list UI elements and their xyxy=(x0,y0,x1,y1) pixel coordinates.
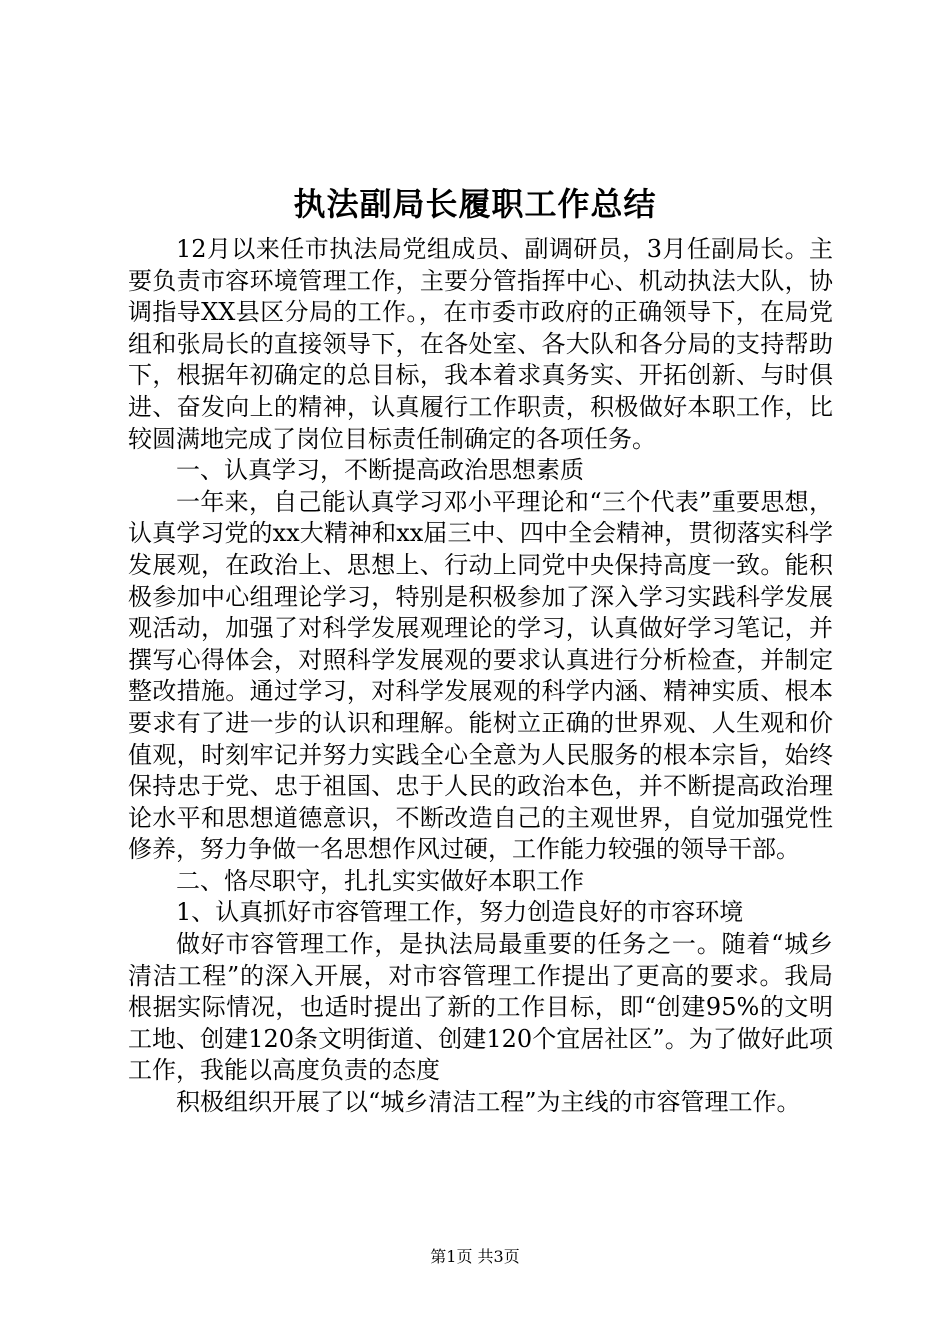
document-title: 执法副局长履职工作总结 xyxy=(293,185,657,223)
subsection-heading-1: 1、认真抓好市容管理工作，努力创造良好的市容环境 xyxy=(176,898,744,927)
paragraph-city-management: 做好市容管理工作，是执法局最重要的任务之一。随着“城乡清洁工程”的深入开展，对市容管理工作提出了更高的要求。我局根据实际情况，也适时提出了新的工作目标，即“创建95%的文明工地、创建120条文明街道、创建120个宜居社区”。为了做好此项工作，我能以高度负责的态度 xyxy=(128,930,833,1085)
section-heading-2: 二、恪尽职守，扎扎实实做好本职工作 xyxy=(176,866,584,895)
paragraph-clean-project: 积极组织开展了以“城乡清洁工程”为主线的市容管理工作。 xyxy=(176,1088,801,1117)
page-footer: 第1页 共3页 xyxy=(430,1247,520,1266)
document-body xyxy=(128,234,833,1119)
paragraph-study: 一年来，自己能认真学习邓小平理论和“三个代表”重要思想，认真学习党的xx大精神和xx届三中、四中全会精神，贯彻落实科学发展观，在政治上、思想上、行动上同党中央保持高度一致。能积极参加中心组理论学习，特别是积极参加了深入学习实践科学发展观活动，加强了对科学发展观理论的学习，认真做好学习笔记，并撰写心得体会，对照科学发展观的要求认真进行分析检查，并制定整改措施。通过学习，对科学发展观的科学内涵、精神实质、根本要求有了进一步的认识和理解。能树立正确的世界观、人生观和价值观，时刻牢记并努力实践全心全意为人民服务的根本宗旨，始终保持忠于党、忠于祖国、忠于人民的政治本色，并不断提高政治理论水平和思想道德意识，不断改造自己的主观世界，自觉加强党性修养，努力争做一名思想作风过硬，工作能力较强的领导干部。 xyxy=(128,487,833,864)
section-heading-1: 一、认真学习，不断提高政治思想素质 xyxy=(176,456,584,485)
paragraph-intro: 12月以来任市执法局党组成员、副调研员，3月任副局长。主要负责市容环境管理工作，主要分管指挥中心、机动执法大队，协调指导XX县区分局的工作。，在市委市政府的正确领导下，在局党组和张局长的直接领导下，在各处室、各大队和各分局的支持帮助下，根据年初确定的总目标，我本着求真务实、开拓创新、与时俱进、奋发向上的精神，认真履行工作职责，积极做好本职工作，比较圆满地完成了岗位目标责任制确定的各项任务。 xyxy=(128,235,833,453)
